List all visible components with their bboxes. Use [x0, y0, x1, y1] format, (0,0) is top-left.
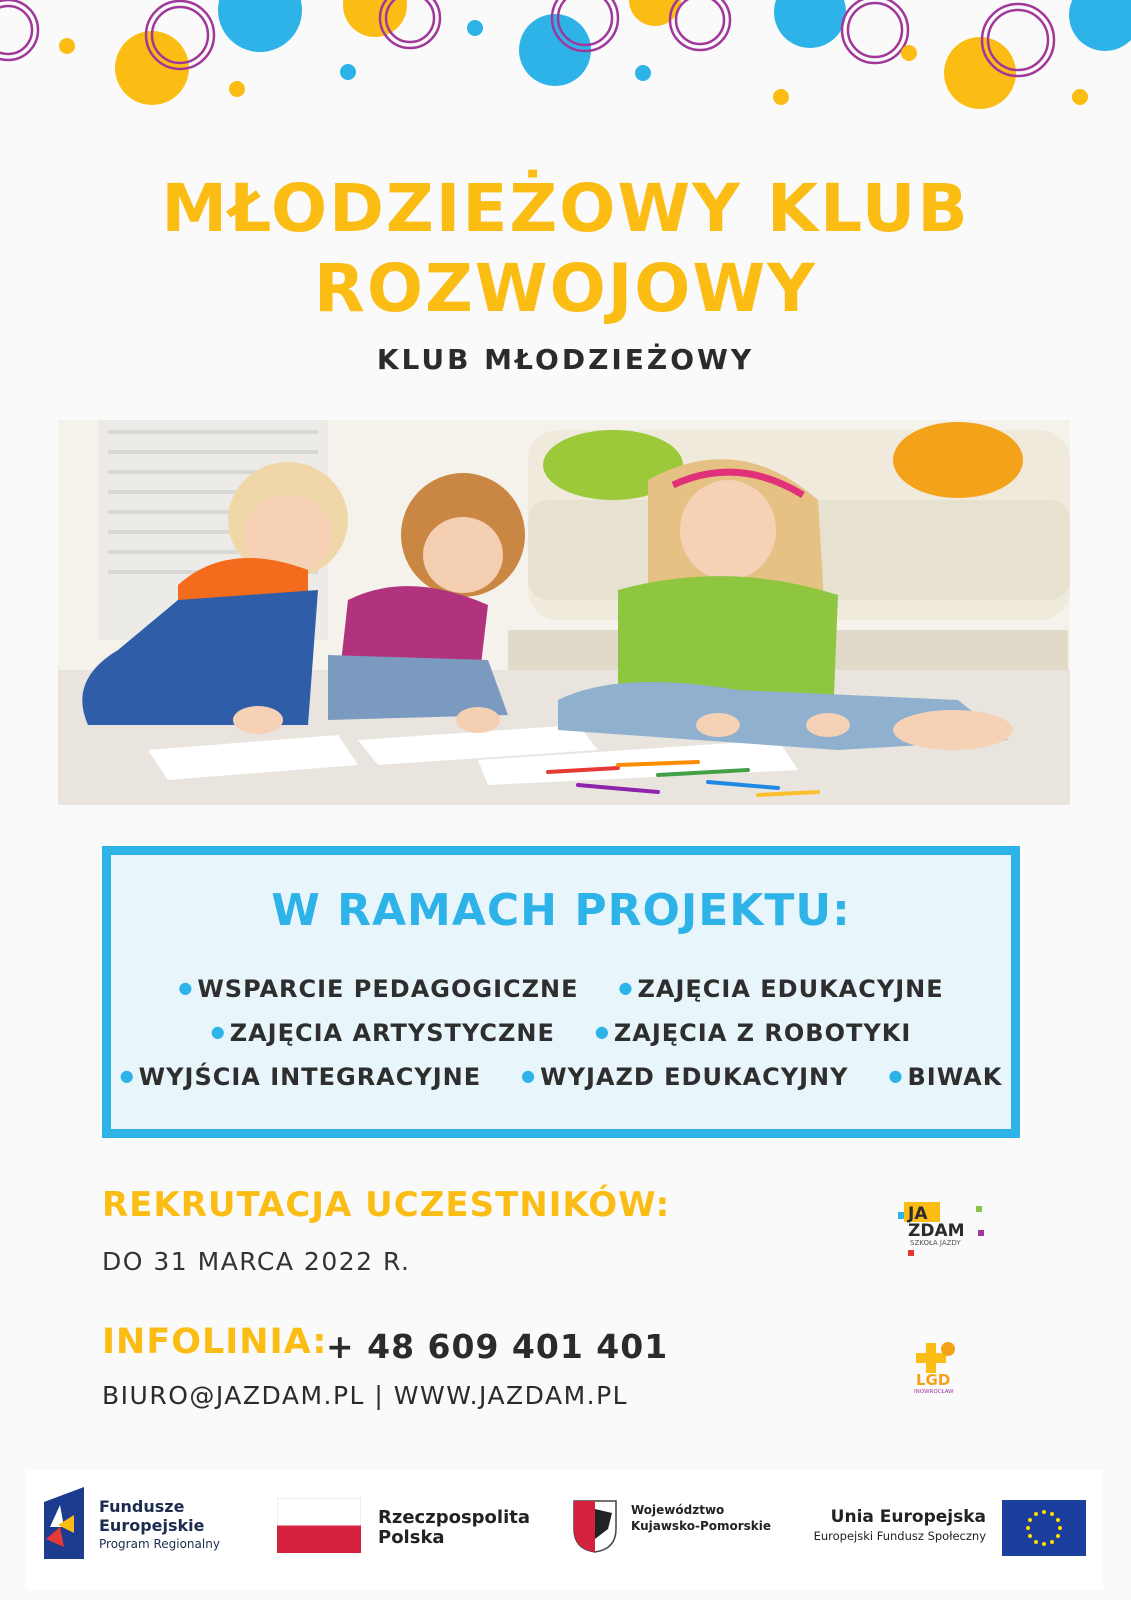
- bullet-icon: ●: [618, 978, 634, 997]
- infoline-phone[interactable]: + 48 609 401 401: [326, 1327, 669, 1366]
- activity-item: ● WSPARCIE PEDAGOGICZNE: [178, 975, 579, 1003]
- polish-flag-icon: [277, 1498, 361, 1553]
- bullet-icon: ●: [521, 1066, 537, 1085]
- svg-text:INOWROCŁAW: INOWROCŁAW: [914, 1389, 954, 1395]
- activity-row-3: [111, 1063, 1011, 1091]
- svg-text:SZKOŁA JAZDY: SZKOŁA JAZDY: [910, 1239, 961, 1247]
- contact-email-web[interactable]: BIURO@JAZDAM.PL | WWW.JAZDAM.PL: [102, 1381, 629, 1410]
- eu-flag-icon: [1002, 1500, 1086, 1556]
- fundusze-europejskie-icon: [44, 1487, 84, 1559]
- svg-text:ZDAM: ZDAM: [908, 1221, 965, 1241]
- page-subtitle: KLUB MŁODZIEŻOWY: [376, 343, 755, 376]
- recruitment-label: REKRUTACJA UCZESTNIKÓW:: [102, 1185, 671, 1225]
- page-title-line1: MŁODZIEŻOWY KLUB: [161, 170, 970, 247]
- rzeczpospolita-text: Rzeczpospolita Polska: [378, 1507, 530, 1548]
- activity-item: ● ZAJĘCIA Z ROBOTYKI: [594, 1019, 912, 1047]
- fundusze-europejskie-text: Fundusze Europejskie Program Regionalny: [99, 1497, 220, 1551]
- activity-row-1: [111, 975, 1011, 1003]
- activity-item: ● BIWAK: [888, 1063, 1003, 1091]
- activity-item: ● ZAJĘCIA ARTYSTYCZNE: [210, 1019, 555, 1047]
- project-box-title: W RAMACH PROJEKTU:: [271, 885, 851, 936]
- lgd-logo: [908, 1335, 974, 1395]
- bullet-icon: ●: [594, 1022, 610, 1041]
- confetti-decoration: [0, 0, 1131, 120]
- bullet-icon: ●: [888, 1066, 904, 1085]
- page-title-line2: ROZWOJOWY: [314, 250, 817, 327]
- activity-item: ● ZAJĘCIA EDUKACYJNE: [618, 975, 944, 1003]
- kujawsko-pomorskie-crest-icon: [572, 1499, 618, 1553]
- unia-europejska-text: Unia Europejska Europejski Fundusz Społeczny: [813, 1507, 986, 1543]
- activity-item: ● WYJŚCIA INTEGRACYJNE: [119, 1063, 482, 1091]
- jazdam-logo: [898, 1200, 988, 1260]
- bullet-icon: ●: [119, 1066, 135, 1085]
- bullet-icon: ●: [178, 978, 194, 997]
- svg-text:LGD: LGD: [916, 1371, 951, 1389]
- infoline-label: INFOLINIA:: [102, 1322, 328, 1362]
- bullet-icon: ●: [210, 1022, 226, 1041]
- activity-row-2: [111, 1019, 1011, 1047]
- wojewodztwo-text: Województwo Kujawsko-Pomorskie: [631, 1503, 772, 1533]
- activity-item: ● WYJAZD EDUKACYJNY: [521, 1063, 849, 1091]
- project-activities-box: [102, 846, 1020, 1138]
- children-drawing-photo: [58, 420, 1070, 805]
- svg-text:JA: JA: [908, 1204, 928, 1224]
- recruitment-date: DO 31 MARCA 2022 R.: [102, 1247, 411, 1276]
